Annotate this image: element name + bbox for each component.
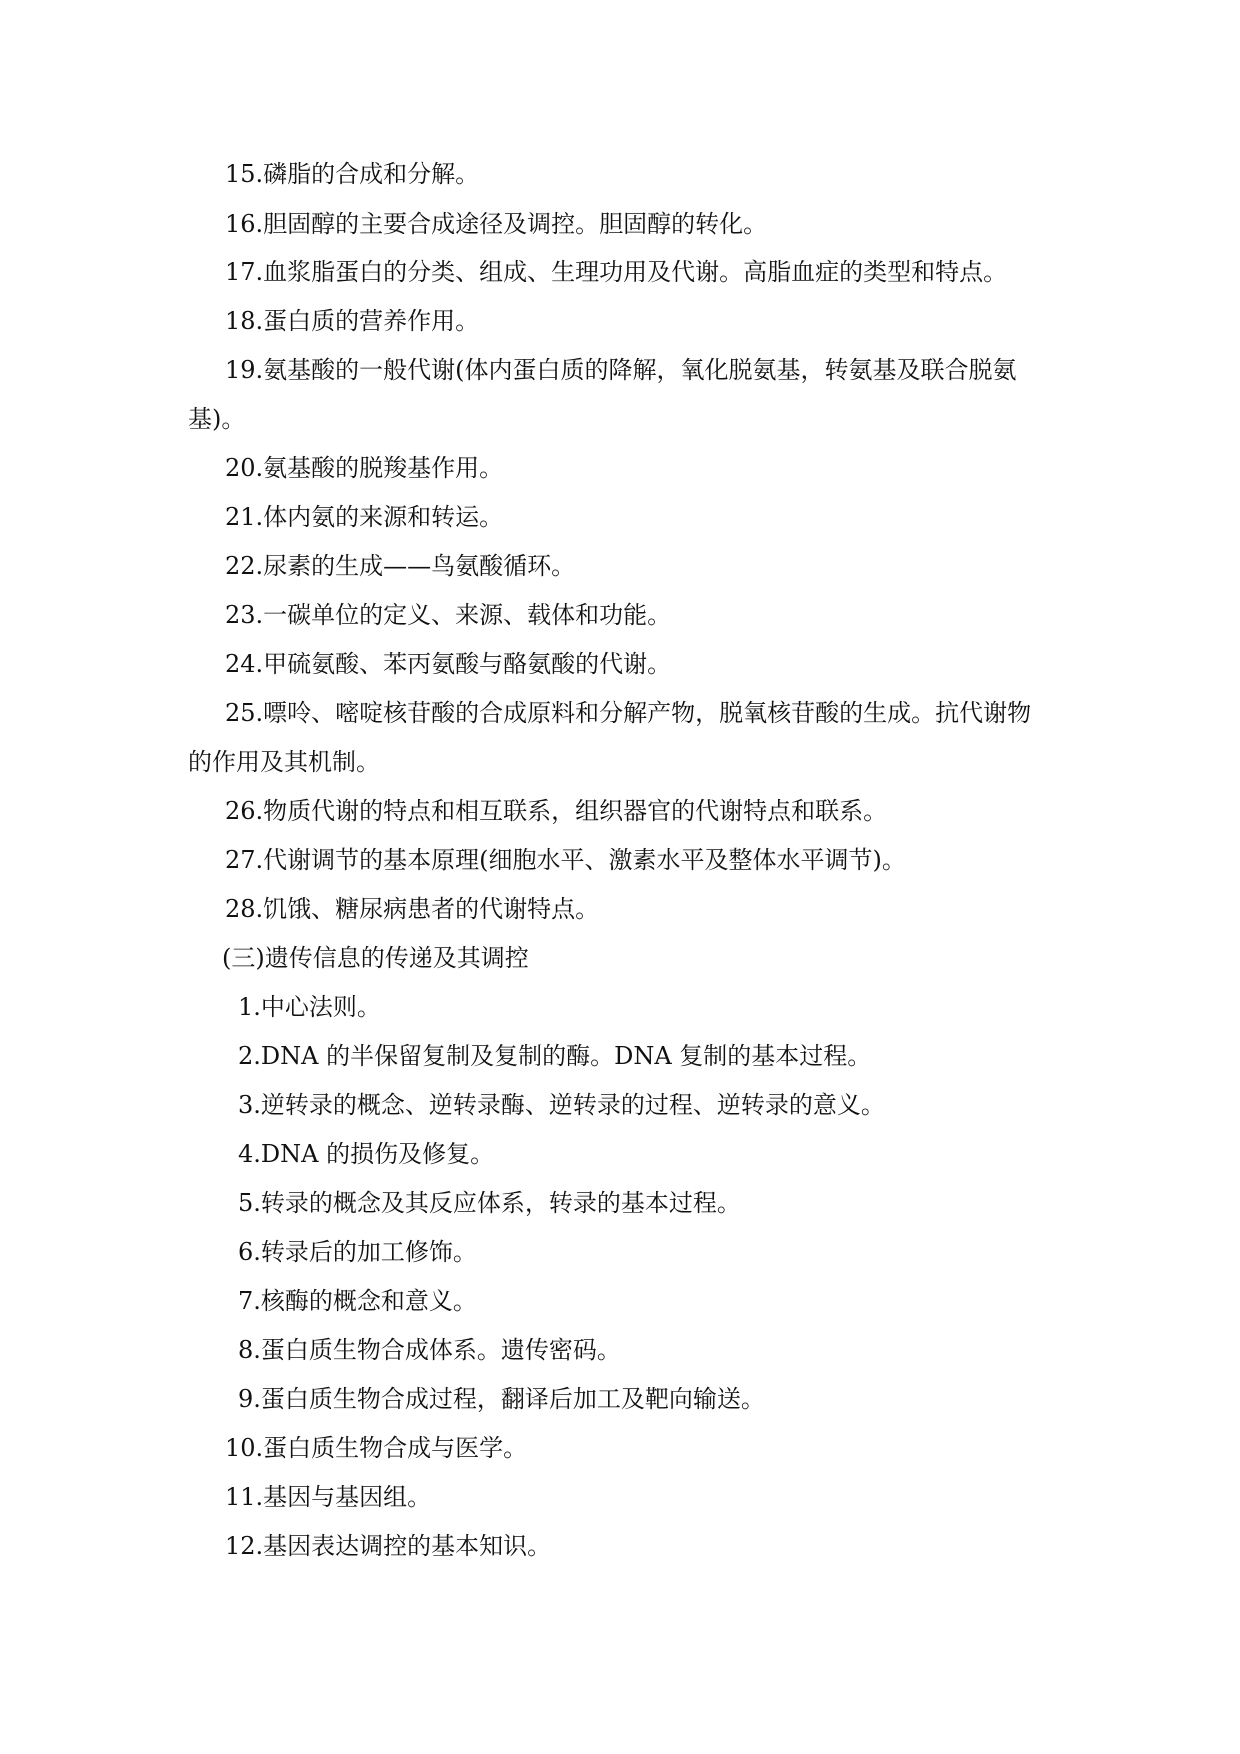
item-25-continued: 的作用及其机制。 bbox=[188, 748, 380, 776]
item-20: 20.氨基酸的脱羧基作用。 bbox=[225, 454, 504, 482]
item-27: 27.代谢调节的基本原理(细胞水平、激素水平及整体水平调节)。 bbox=[225, 846, 906, 874]
item-23: 23.一碳单位的定义、来源、载体和功能。 bbox=[225, 601, 672, 629]
item-8: 8.蛋白质生物合成体系。遗传密码。 bbox=[238, 1336, 621, 1364]
item-2: 2.DNA 的半保留复制及复制的酶。DNA 复制的基本过程。 bbox=[238, 1042, 872, 1070]
item-19: 19.氨基酸的一般代谢(体内蛋白质的降解，氧化脱氨基，转氨基及联合脱氨 bbox=[225, 356, 1017, 384]
item-21: 21.体内氨的来源和转运。 bbox=[225, 503, 504, 531]
item-3: 3.逆转录的概念、逆转录酶、逆转录的过程、逆转录的意义。 bbox=[238, 1091, 885, 1119]
item-4: 4.DNA 的损伤及修复。 bbox=[238, 1140, 495, 1168]
item-22: 22.尿素的生成——鸟氨酸循环。 bbox=[225, 552, 576, 580]
item-12: 12.基因表达调控的基本知识。 bbox=[225, 1532, 552, 1560]
item-11: 11.基因与基因组。 bbox=[225, 1483, 432, 1511]
item-15: 15.磷脂的合成和分解。 bbox=[225, 160, 480, 188]
item-26: 26.物质代谢的特点和相互联系，组织器官的代谢特点和联系。 bbox=[225, 797, 888, 825]
item-25: 25.嘌呤、嘧啶核苷酸的合成原料和分解产物，脱氧核苷酸的生成。抗代谢物 bbox=[225, 699, 1032, 727]
item-24: 24.甲硫氨酸、苯丙氨酸与酪氨酸的代谢。 bbox=[225, 650, 672, 678]
item-18: 18.蛋白质的营养作用。 bbox=[225, 307, 480, 335]
item-9: 9.蛋白质生物合成过程，翻译后加工及靶向输送。 bbox=[238, 1385, 765, 1413]
item-6: 6.转录后的加工修饰。 bbox=[238, 1238, 477, 1266]
item-19-continued: 基)。 bbox=[188, 405, 246, 433]
item-1: 1.中心法则。 bbox=[238, 993, 381, 1021]
item-5: 5.转录的概念及其反应体系，转录的基本过程。 bbox=[238, 1189, 741, 1217]
section-heading: (三)遗传信息的传递及其调控 bbox=[222, 944, 529, 972]
item-16: 16.胆固醇的主要合成途径及调控。胆固醇的转化。 bbox=[225, 210, 768, 238]
item-28: 28.饥饿、糖尿病患者的代谢特点。 bbox=[225, 895, 600, 923]
item-10: 10.蛋白质生物合成与医学。 bbox=[225, 1434, 528, 1462]
item-17: 17.血浆脂蛋白的分类、组成、生理功用及代谢。高脂血症的类型和特点。 bbox=[225, 258, 1008, 286]
item-7: 7.核酶的概念和意义。 bbox=[238, 1287, 477, 1315]
